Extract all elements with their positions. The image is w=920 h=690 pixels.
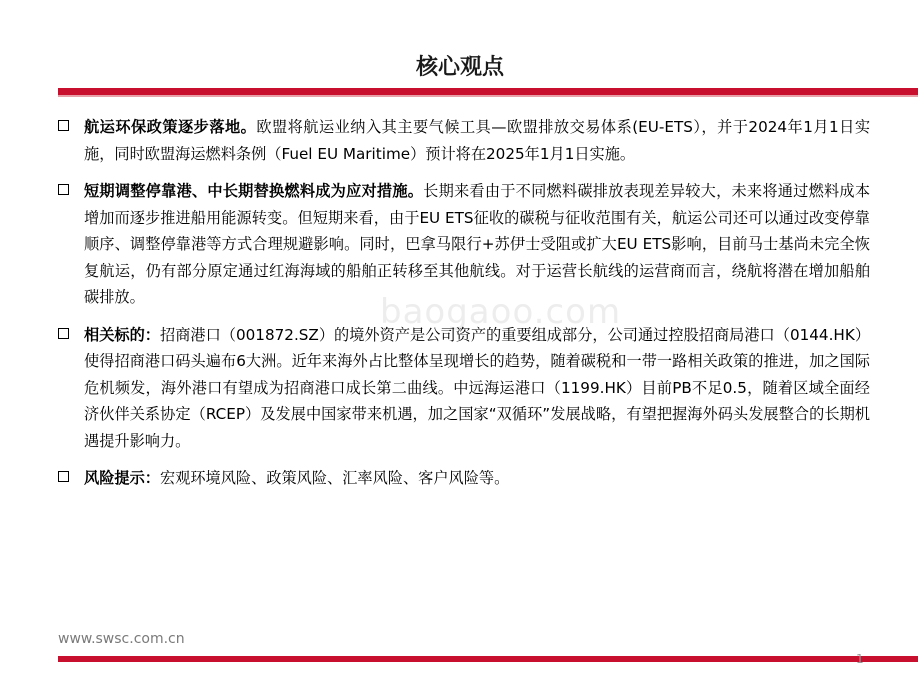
footer-rule (58, 656, 918, 662)
watermark: baogaoo.com (380, 292, 622, 332)
square-bullet-icon (58, 184, 69, 195)
footer-url[interactable]: www.swsc.com.cn (58, 631, 185, 647)
item-lead: 相关标的： (84, 325, 160, 344)
item-paragraph (84, 178, 870, 311)
title-rule-shadow (58, 95, 918, 97)
slide-title: 核心观点 (415, 55, 504, 80)
item-text: 招商港口（001872.SZ）的境外资产是公司资产的重要组成部分，公司通过控股招商局港口（0144.HK）使得招商港口码头遍布6大洲。近年来海外占比整体呈现增长的趋势，随着碳税和一带一路相关政策的推进，加之国际危机频发，海外港口有望成为招商港口成长第二曲线。中远海运港口（1199.HK）目前PB不足0.5，随着区域全面经济伙伴关系协定（RCEP）及发展中国家带来机遇，加之国家“双循环”发展战略，有望把握海外码头发展整合的长期机遇提升影响力。 (84, 325, 871, 450)
list-item (58, 178, 870, 311)
page-number: 1 (856, 652, 864, 666)
item-paragraph (84, 114, 870, 167)
item-lead: 风险提示： (84, 469, 160, 487)
square-bullet-icon (58, 120, 69, 131)
square-bullet-icon (58, 328, 69, 339)
title-rule (58, 88, 918, 95)
item-text: 长期来看由于不同燃料碳排放表现差异较大，未来将通过燃料成本增加而逐步推进船用能源转变。但短期来看，由于EU ETS征收的碳税与征收范围有关，航运公司还可以通过改变停靠顺序、调整停靠港等方式合理规避影响。同时，巴拿马限行+苏伊士受阻或扩大EU ETS影响，目前马士基尚未完全恢复航运，仍有部分原定通过红海海域的船舶正转移至其他航线。对于运营长航线的运营商而言，绕航将潜在增加船舶碳排放。 (84, 182, 871, 306)
list-item (58, 465, 870, 492)
content-list (58, 114, 870, 503)
square-bullet-icon (58, 471, 69, 482)
item-text: 欧盟将航运业纳入其主要气候工具—欧盟排放交易体系(EU-ETS），并于2024年1月1日实施，同时欧盟海运燃料条例（Fuel EU Maritime）预计将在2025年1月1日实施。 (84, 118, 870, 163)
item-lead: 航运环保政策逐步落地。 (84, 118, 257, 136)
item-lead: 短期调整停靠港、中长期替换燃料成为应对措施。 (84, 182, 424, 200)
list-item (58, 114, 870, 167)
list-item (58, 322, 870, 455)
item-paragraph (84, 465, 870, 492)
item-text: 宏观环境风险、政策风险、汇率风险、客户风险等。 (159, 469, 510, 487)
item-paragraph (84, 322, 870, 455)
